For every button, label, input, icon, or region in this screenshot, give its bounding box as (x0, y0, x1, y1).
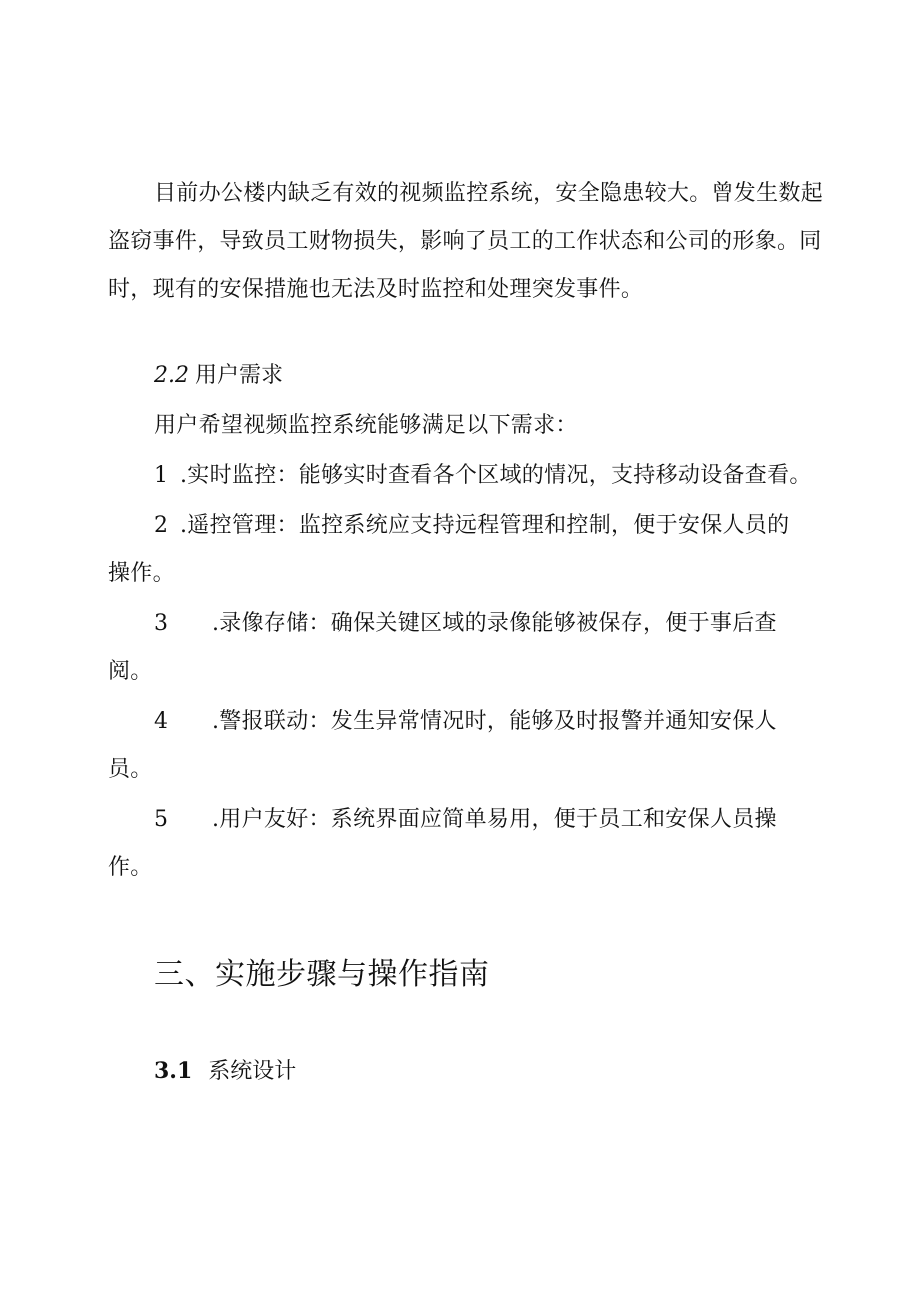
section-3-1-number: 3.1 (154, 1058, 193, 1084)
requirement-text: .遥控管理：监控系统应支持远程管理和控制，便于安保人员的 (180, 513, 790, 538)
section-2-2-number: 2.2 (154, 363, 189, 388)
requirement-3 (154, 600, 777, 648)
requirement-number: 3 (154, 611, 169, 636)
section-2-2-title: 用户需求 (195, 363, 284, 388)
requirement-text: .警报联动：发生异常情况时，能够及时报警并通知安保人 (212, 709, 777, 734)
requirement-number: 2 (154, 513, 169, 538)
requirement-number: 1 (154, 463, 169, 488)
requirement-2-continuation: 操作。 (108, 561, 175, 586)
requirement-4-continuation: 员。 (108, 757, 153, 782)
requirement-2 (154, 502, 789, 550)
requirement-text: .录像存储：确保关键区域的录像能够被保存，便于事后查 (212, 611, 777, 636)
requirement-text: .用户友好：系统界面应简单易用，便于员工和安保人员操 (212, 807, 777, 832)
section-3-1-heading (154, 1047, 296, 1096)
requirement-text: .实时监控：能够实时查看各个区域的情况，支持移动设备查看。 (180, 463, 812, 488)
intro-paragraph: 目前办公楼内缺乏有效的视频监控系统，安全隐患较大。曾发生数起盗窃事件，导致员工财物损失，影响了员工的工作状态和公司的形象。同时，现有的安保措施也无法及时监控和处理突发事件。 (108, 181, 824, 302)
requirement-4 (154, 698, 777, 746)
requirement-3-continuation: 阅。 (108, 659, 153, 684)
requirements-intro: 用户希望视频监控系统能够满足以下需求： (154, 413, 578, 438)
section-3-heading: 三、实施步骤与操作指南 (154, 957, 490, 992)
requirement-number: 4 (154, 709, 169, 734)
section-3-1-title: 系统设计 (208, 1059, 297, 1084)
requirement-5-continuation: 作。 (108, 855, 153, 880)
section-2-2-heading (154, 352, 283, 400)
requirement-number: 5 (154, 807, 169, 832)
requirement-1 (154, 452, 812, 500)
requirement-5 (154, 796, 777, 844)
